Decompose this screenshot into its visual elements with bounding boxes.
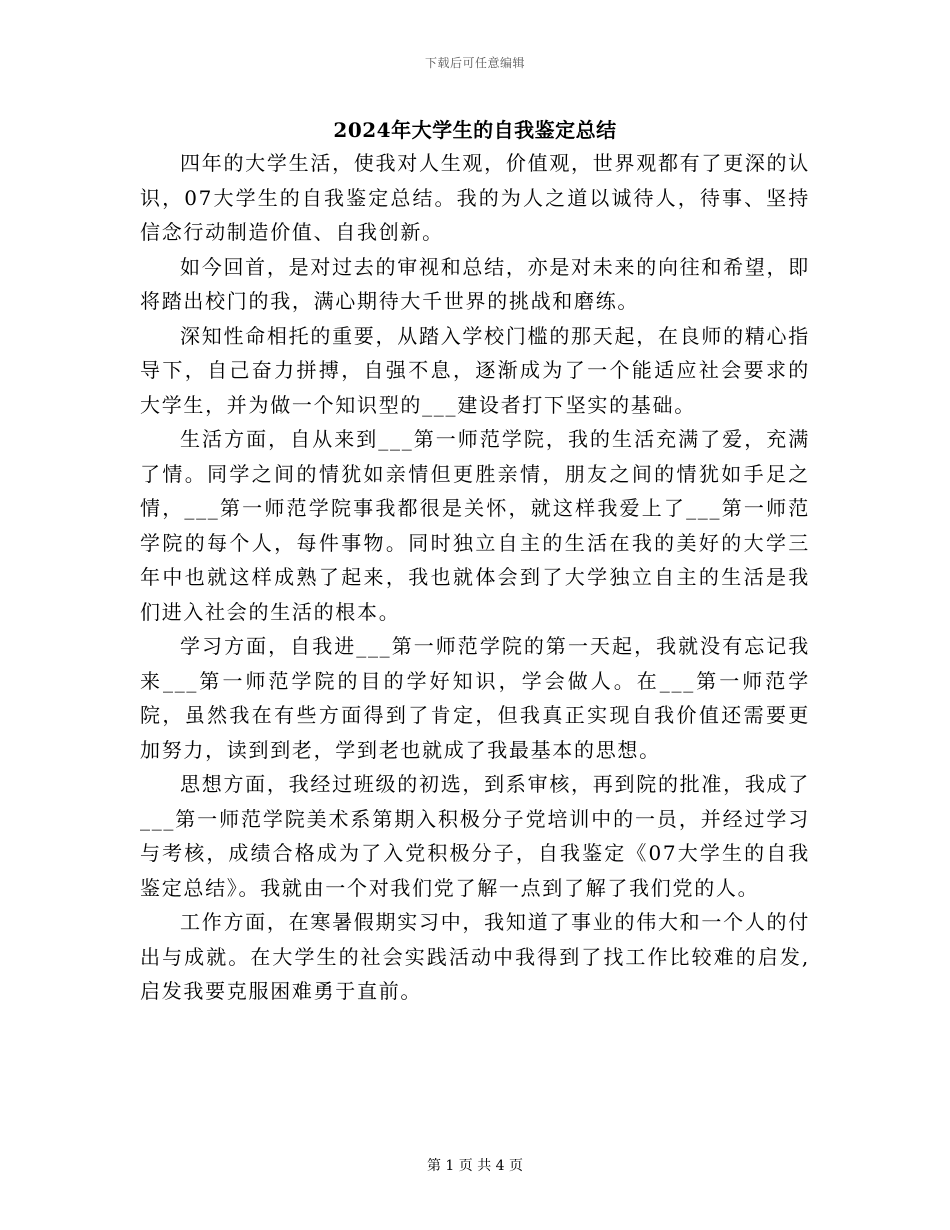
- paragraph-thought: 思想方面，我经过班级的初选，到系审核，再到院的批准，我成了___第一师范学院美术系第期入积极分子党培训中的一员，并经过学习与考核，成绩合格成为了入党积极分子，自我鉴定《07大学生的自我鉴定总结》。我就由一个对我们党了解一点到了解了我们党的人。: [140, 772, 810, 900]
- paragraph-growth: 深知性命相托的重要，从踏入学校门槛的那天起，在良师的精心指导下，自己奋力拼搏，自强不息，逐渐成为了一个能适应社会要求的大学生，并为做一个知识型的___建设者打下坚实的基础。: [140, 323, 810, 417]
- paragraph-study: 学习方面，自我进___第一师范学院的第一天起，我就没有忘记我来___第一师范学院的目的学好知识，学会做人。在___第一师范学院，虽然我在有些方面得到了肯定，但我真正实现自我价值还需要更加努力，读到到老，学到老也就成了我最基本的思想。: [140, 634, 810, 762]
- paragraph-reflection: 如今回首，是对过去的审视和总结，亦是对未来的向往和希望，即将踏出校门的我，满心期待大千世界的挑战和磨练。: [140, 254, 810, 313]
- paragraph-work: 工作方面，在寒暑假期实习中，我知道了事业的伟大和一个人的付出与成就。在大学生的社会实践活动中我得到了找工作比较难的启发,启发我要克服困难勇于直前。: [140, 910, 810, 1003]
- page-number: 第 1 页 共 4 页: [426, 1158, 524, 1174]
- document-title: 2024年大学生的自我鉴定总结: [333, 118, 617, 142]
- page-header-note: 下载后可任意编辑: [424, 56, 525, 70]
- paragraph-intro: 四年的大学生活，使我对人生观，价值观，世界观都有了更深的认识，07大学生的自我鉴定总结。我的为人之道以诚待人，待事、坚持信念行动制造价值、自我创新。: [140, 151, 810, 244]
- paragraph-life: 生活方面，自从来到___第一师范学院，我的生活充满了爱，充满了情。同学之间的情犹如亲情但更胜亲情，朋友之间的情犹如手足之情，___第一师范学院事我都很是关怀，就这样我爱上了___第一师范学院的每个人，每件事物。同时独立自主的生活在我的美好的大学三年中也就这样成熟了起来，我也就体会到了大学独立自主的生活是我们进入社会的生活的根本。: [140, 427, 810, 624]
- document-body: [140, 146, 810, 1009]
